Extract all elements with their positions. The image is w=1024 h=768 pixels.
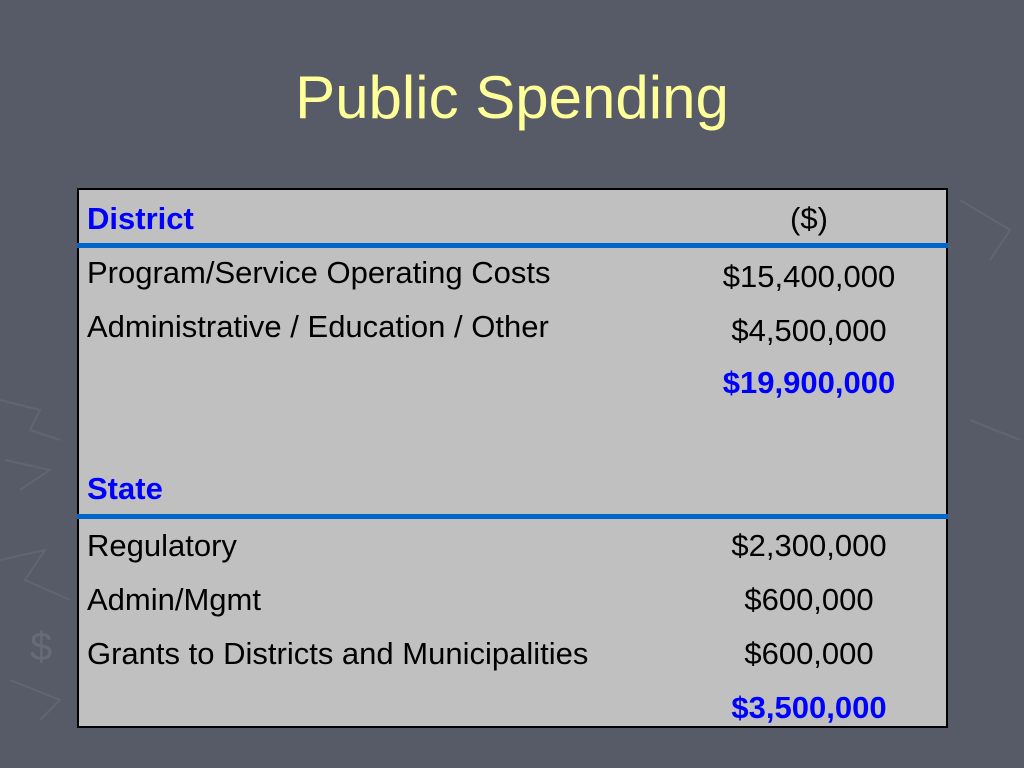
row-value: $4,500,000 (731, 313, 887, 348)
state-header-row (79, 462, 946, 516)
svg-text:$: $ (30, 625, 53, 669)
row-label: Regulatory (87, 528, 237, 563)
row-value: $600,000 (744, 582, 874, 617)
state-total-row (79, 681, 946, 735)
currency-header-label: ($) (790, 201, 828, 236)
state-total-value: $3,500,000 (731, 690, 887, 725)
district-header-label: District (87, 201, 194, 236)
district-header-row (79, 192, 946, 246)
spending-table (77, 188, 948, 728)
slide-title: Public Spending (295, 64, 729, 131)
row-value: $15,400,000 (722, 259, 896, 294)
row-label: Admin/Mgmt (87, 582, 261, 617)
row-value: $600,000 (744, 636, 874, 671)
row-label: Administrative / Education / Other (87, 309, 549, 344)
row-label: Program/Service Operating Costs (87, 255, 551, 290)
state-header-label: State (87, 471, 163, 506)
row-value: $2,300,000 (731, 528, 887, 563)
table-row (79, 300, 946, 354)
table-row (79, 519, 946, 573)
district-total-value: $19,900,000 (722, 365, 896, 400)
table-row (79, 627, 946, 681)
district-total-row (79, 356, 946, 410)
table-row (79, 573, 946, 627)
table-row (79, 246, 946, 300)
row-label: Grants to Districts and Municipalities (87, 636, 589, 671)
